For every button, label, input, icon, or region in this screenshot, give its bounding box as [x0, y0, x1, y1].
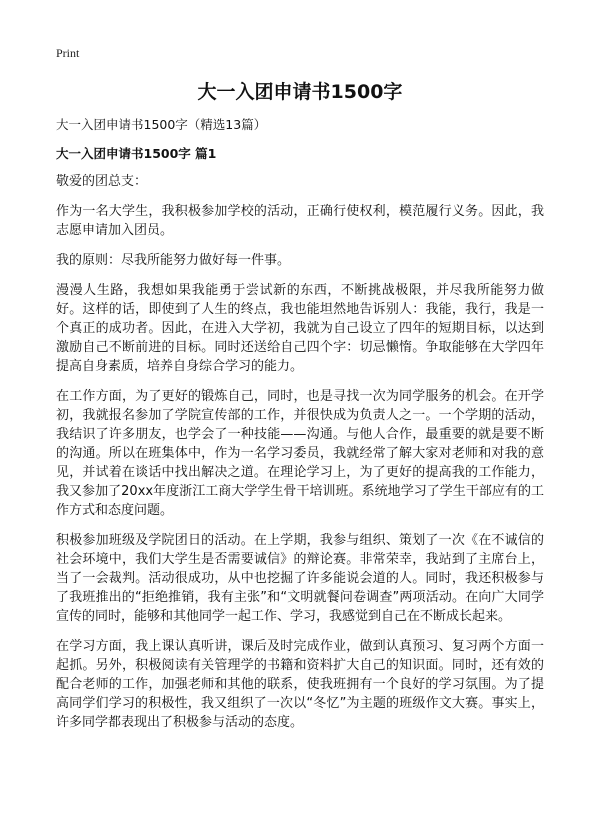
salutation: 敬爱的团总支：	[56, 174, 148, 189]
print-label: Print	[56, 46, 80, 60]
section-heading: 大一入团申请书1500字 篇1	[56, 146, 217, 161]
body-paragraph: 在工作方面，为了更好的锻炼自己，同时，也是寻找一次为同学服务的机会。在开学初，我就报名参加了学院宣传部的工作，并很快成为负责人之一。一个学期的活动，我结识了许多朋友，也学会了一种技能——沟通。与他人合作，最重要的就是要不断的沟通。所以在班集体中，作为一名学习委员，我就经常了解大家对老师和对我的意见，并试着在谈话中找出解决之道。在理论学习上，为了更好的提高我的工作能力，我又参加了20xx年度浙江工商大学学生骨干培训班。系统地学习了学生干部应有的工作方式和态度问题。	[56, 389, 544, 518]
body-paragraph: 积极参加班级及学院团日的活动。在上学期，我参与组织、策划了一次《在不诚信的社会环境中，我们大学生是否需要诚信》的辩论赛。非常荣幸，我站到了主席台上，当了一会裁判。活动很成功，从中也挖掘了许多能说会道的人。同时，我还积极参与了我班推出的“拒绝推销，我有主张”和“文明就餐问卷调查”两项活动。在向广大同学宣传的同时，能够和其他同学一起工作、学习，我感觉到自己在不断成长起来。	[56, 533, 544, 624]
body-paragraph: 漫漫人生路，我想如果我能勇于尝试新的东西，不断挑战极限，并尽我所能努力做好。这样的话，即使到了人生的终点，我也能坦然地告诉别人：我能，我行，我是一个真正的成功者。因此，在进入大学初，我就为自己设立了四年的短期目标，以达到激励自己不断前进的目标。同时还送给自己四个字：切忌懒惰。争取能够在大学四年提高自身素质，培养自身综合学习的能力。	[56, 283, 544, 374]
document-body	[56, 172, 544, 732]
document-subtitle: 大一入团申请书1500字（精选13篇）	[56, 117, 267, 132]
body-paragraph: 作为一名大学生，我积极参加学校的活动，正确行使权利，模范履行义务。因此，我志愿申请加入团员。	[56, 204, 544, 238]
body-paragraph: 我的原则：尽我所能努力做好每一件事。	[56, 253, 291, 268]
page-title: 大一入团申请书1500字	[197, 81, 403, 103]
body-paragraph: 在学习方面，我上课认真听讲，课后及时完成作业，做到认真预习、复习两个方面一起抓。另外，积极阅读有关管理学的书籍和资料扩大自己的知识面。同时，还有效的配合老师的工作，加强老师和其他的联系，使我班拥有一个良好的学习氛围。为了提高同学们学习的积极性，我又组织了一次以“冬忆”为主题的班级作文大赛。事实上，许多同学都表现出了积极参与活动的态度。	[56, 639, 544, 730]
